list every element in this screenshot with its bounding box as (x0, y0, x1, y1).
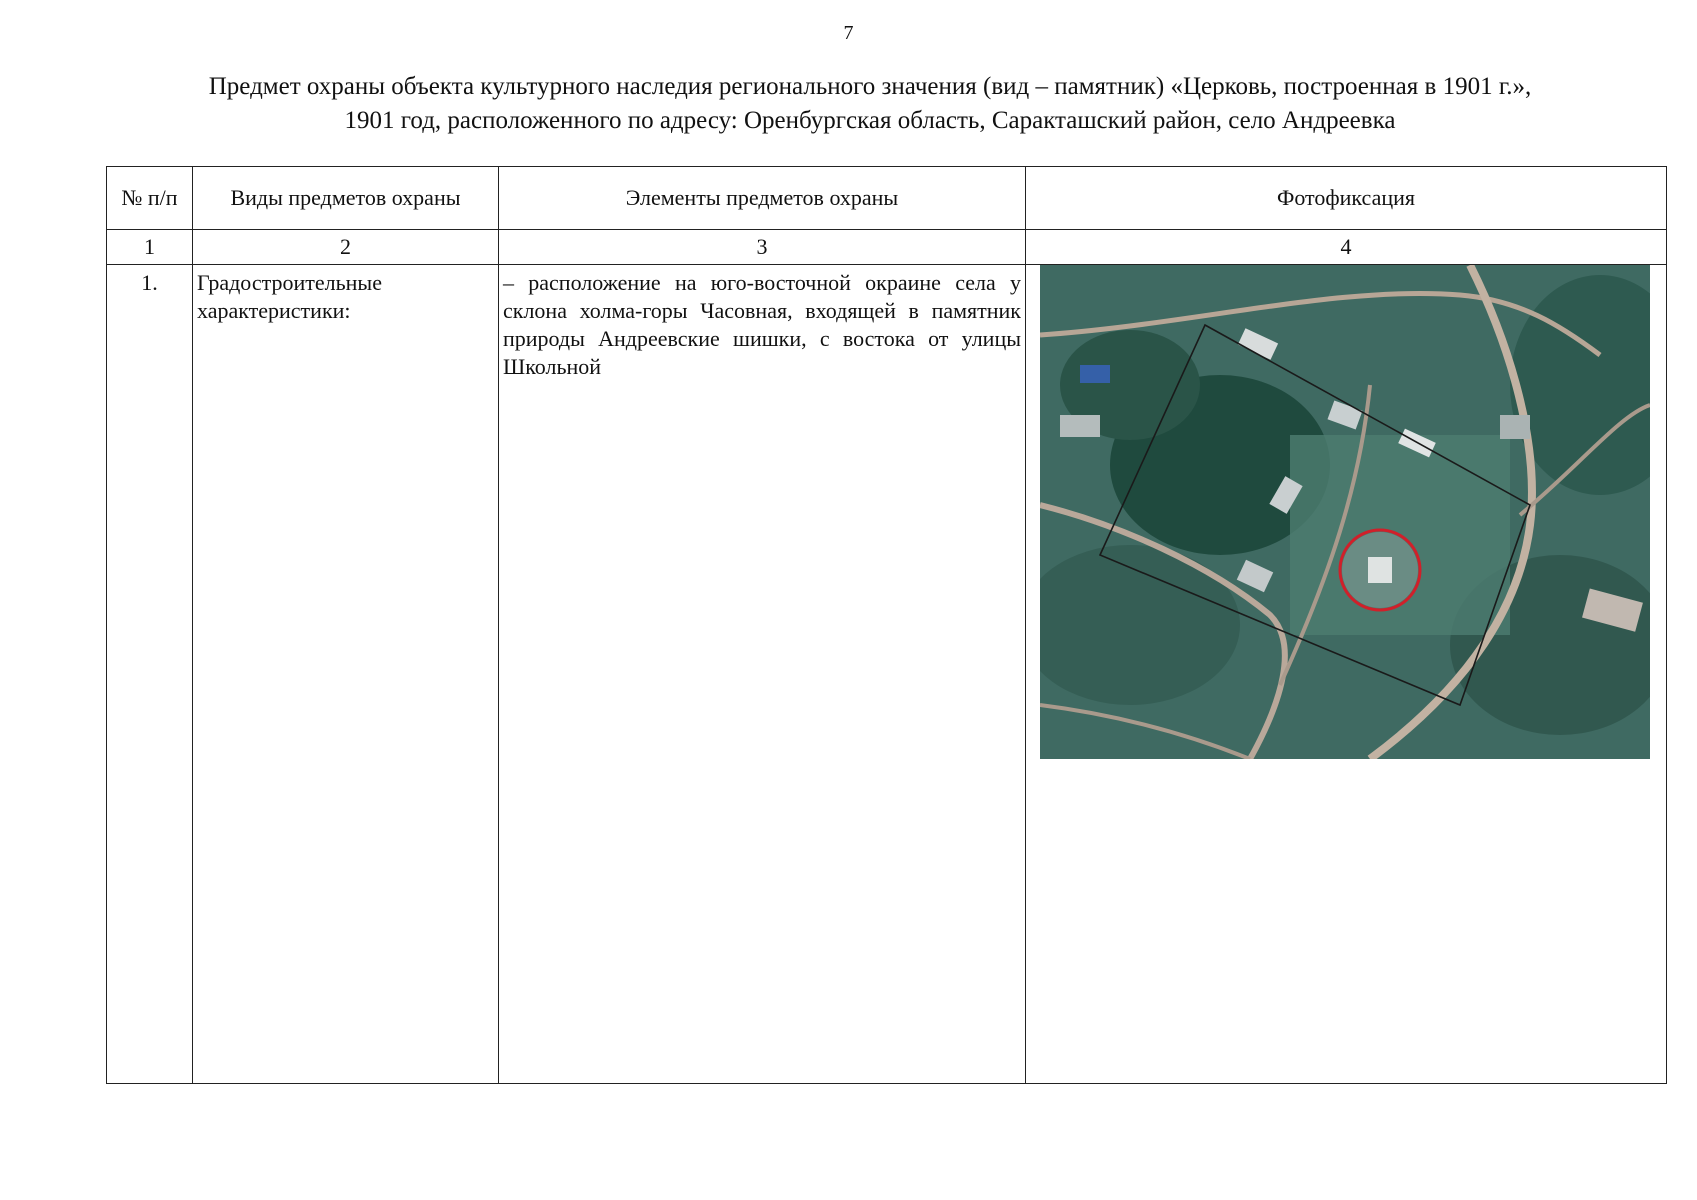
document-title-line-2: 1901 год, расположенного по адресу: Оренбургская область, Саракташский район, село Андреевка (344, 107, 1396, 134)
column-number-2: 2 (193, 230, 499, 265)
document-title (80, 70, 1660, 138)
satellite-map-svg (1040, 265, 1650, 759)
column-number-row (107, 230, 1667, 265)
header-number: № п/п (107, 167, 193, 230)
header-protection-elements: Элементы предметов охраны (499, 167, 1026, 230)
row-protection-elements: – расположение на юго-восточной окраине села у склона холма-горы Часовная, входящей в памятник природы Андреевские шишки, с востока от улицы Школьной (499, 265, 1026, 1084)
protection-table (106, 166, 1667, 1084)
column-number-3: 3 (499, 230, 1026, 265)
row-number: 1. (107, 265, 193, 1084)
satellite-map-image (1040, 265, 1650, 759)
header-photo: Фотофиксация (1026, 167, 1667, 230)
column-number-1: 1 (107, 230, 193, 265)
table-row (107, 265, 1667, 1084)
column-number-4: 4 (1026, 230, 1667, 265)
row-photo-cell (1026, 265, 1667, 1084)
row-protection-type: Градостроительные характеристики: (193, 265, 499, 1084)
header-protection-type: Виды предметов охраны (193, 167, 499, 230)
table-header-row (107, 167, 1667, 230)
document-title-line-1: Предмет охраны объекта культурного наследия регионального значения (вид – памятник) «Церковь, построенная в 1901 г.», (208, 73, 1532, 100)
page-number: 7 (843, 22, 854, 44)
